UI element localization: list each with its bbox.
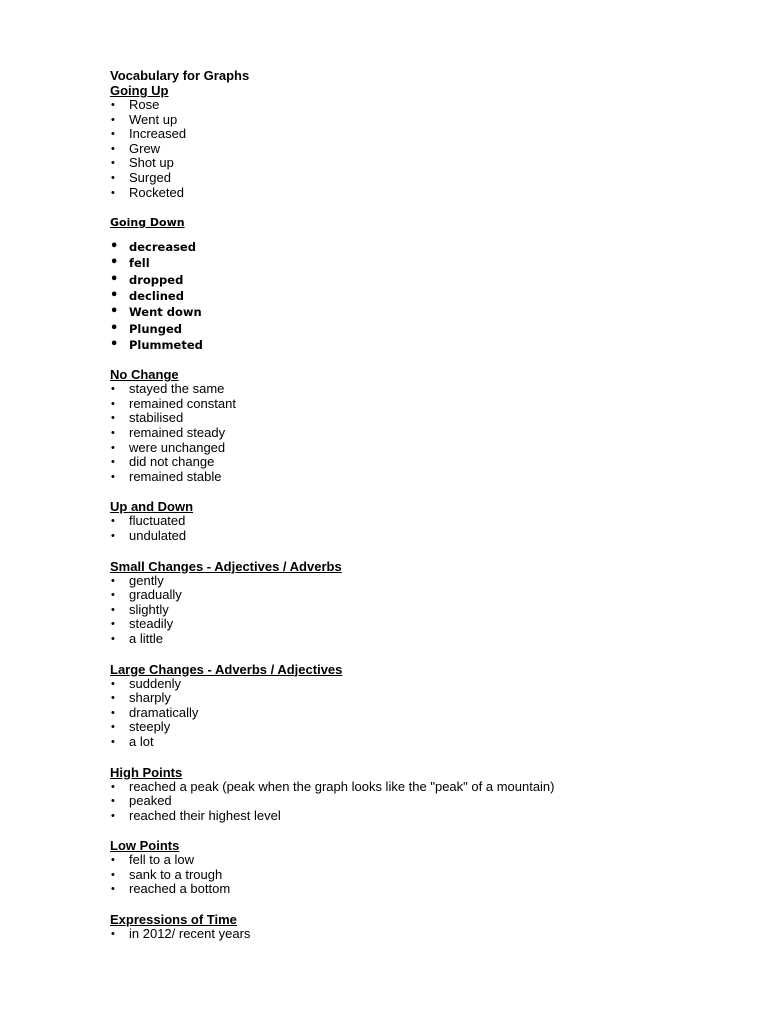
bullet-icon: • — [111, 589, 115, 602]
list-item: • stayed the same — [111, 381, 225, 397]
list-item: • dropped — [110, 271, 184, 287]
list-item: • Rose — [111, 97, 160, 112]
section-heading-going-down: Going Down — [110, 216, 185, 230]
bullet-icon: • — [110, 336, 119, 352]
list-item: • dramatically — [111, 704, 199, 720]
section-heading-small-changes: Small Changes - Adjectives / Adverbs — [110, 558, 342, 574]
list-item: • Went up — [111, 111, 178, 127]
bullet-icon: • — [111, 780, 115, 793]
list-item: • Plummeted — [110, 336, 203, 352]
list-low-points — [110, 853, 730, 897]
list-item: • reached their highest level — [111, 807, 281, 823]
list-item: • Went down — [110, 304, 202, 320]
bullet-icon: • — [111, 157, 115, 170]
list-item: • reached a peak (peak when the graph looks like the "peak" of a mountain) — [111, 778, 555, 794]
list-item: • gradually — [111, 587, 182, 603]
list-item: • fell — [110, 255, 150, 271]
bullet-icon: • — [111, 397, 115, 410]
list-item: • stabilised — [111, 410, 184, 426]
list-item: • Increased — [111, 126, 187, 142]
list-item: • did not change — [111, 454, 215, 470]
bullet-icon: • — [111, 171, 115, 184]
section-heading-no-change: No Change — [110, 367, 179, 383]
list-item: • reached a bottom — [111, 881, 231, 897]
list-no-change — [110, 382, 730, 484]
list-item: • slightly — [111, 601, 169, 617]
bullet-icon: • — [111, 383, 115, 396]
bullet-icon: • — [111, 795, 115, 808]
bullet-icon: • — [111, 603, 115, 616]
list-item: • Shot up — [111, 155, 174, 171]
document-page — [110, 68, 730, 942]
section-heading-expressions-of-time: Expressions of Time — [110, 912, 237, 928]
bullet-icon: • — [111, 529, 115, 542]
list-item: • fell to a low — [111, 852, 195, 868]
list-item: • steeply — [111, 719, 171, 735]
bullet-icon: • — [111, 99, 115, 111]
bullet-icon: • — [111, 706, 115, 719]
bullet-icon: • — [111, 441, 115, 454]
list-large-changes — [110, 677, 730, 750]
bullet-icon: • — [111, 574, 115, 587]
bullet-icon: • — [111, 456, 115, 469]
list-up-and-down — [110, 514, 730, 543]
bullet-icon: • — [110, 255, 119, 271]
list-item: • in 2012/ recent years — [111, 926, 251, 942]
list-going-up — [110, 98, 730, 200]
list-item: • declined — [110, 288, 184, 304]
bullet-icon: • — [111, 412, 115, 425]
bullet-icon: • — [111, 735, 115, 748]
list-item: • suddenly — [111, 675, 182, 691]
bullet-icon: • — [111, 470, 115, 483]
list-item: • Plunged — [110, 320, 183, 336]
list-item: • sharply — [111, 690, 171, 706]
list-item: • remained stable — [111, 468, 222, 484]
bullet-icon: • — [111, 427, 115, 440]
bullet-icon: • — [111, 868, 115, 881]
list-item: • fluctuated — [111, 513, 186, 529]
list-item: • Surged — [111, 169, 171, 185]
list-item: • undulated — [111, 527, 187, 543]
list-item: • remained steady — [111, 425, 226, 441]
bullet-icon: • — [111, 677, 115, 690]
bullet-icon: • — [111, 186, 115, 199]
list-item: • gently — [111, 572, 164, 588]
bullet-icon: • — [111, 883, 115, 896]
bullet-icon: • — [111, 113, 115, 126]
bullet-icon: • — [111, 632, 115, 645]
list-expressions-of-time — [110, 927, 730, 942]
section-heading-up-and-down: Up and Down — [110, 499, 194, 515]
list-small-changes — [110, 574, 730, 647]
bullet-icon: • — [111, 142, 115, 155]
list-going-down — [110, 239, 730, 353]
list-item: • Rocketed — [111, 184, 184, 200]
list-item: • Grew — [111, 140, 161, 156]
section-heading-low-points: Low Points — [110, 838, 180, 854]
list-item: • were unchanged — [111, 439, 226, 455]
list-item: • steadily — [111, 616, 174, 632]
section-heading-high-points: High Points — [110, 764, 183, 780]
bullet-icon: • — [110, 239, 119, 255]
bullet-icon: • — [111, 928, 115, 941]
section-heading-large-changes: Large Changes - Adverbs / Adjectives — [110, 661, 343, 677]
list-item: • decreased — [110, 239, 196, 255]
list-item: • a lot — [111, 733, 154, 749]
list-item: • a little — [111, 630, 163, 646]
bullet-icon: • — [111, 128, 115, 141]
bullet-icon: • — [111, 515, 115, 528]
bullet-icon: • — [111, 721, 115, 734]
bullet-icon: • — [111, 854, 115, 867]
bullet-icon: • — [110, 271, 119, 287]
list-item: • sank to a trough — [111, 866, 223, 882]
section-heading-going-up: Going Up — [110, 83, 169, 98]
list-item: • remained constant — [111, 395, 236, 411]
bullet-icon: • — [111, 692, 115, 705]
document-title: Vocabulary for Graphs — [110, 68, 250, 83]
bullet-icon: • — [111, 618, 115, 631]
bullet-icon: • — [110, 304, 119, 320]
bullet-icon: • — [110, 288, 119, 304]
bullet-icon: • — [110, 320, 119, 336]
list-high-points — [110, 780, 730, 824]
list-item: • peaked — [111, 793, 172, 809]
bullet-icon: • — [111, 809, 115, 822]
